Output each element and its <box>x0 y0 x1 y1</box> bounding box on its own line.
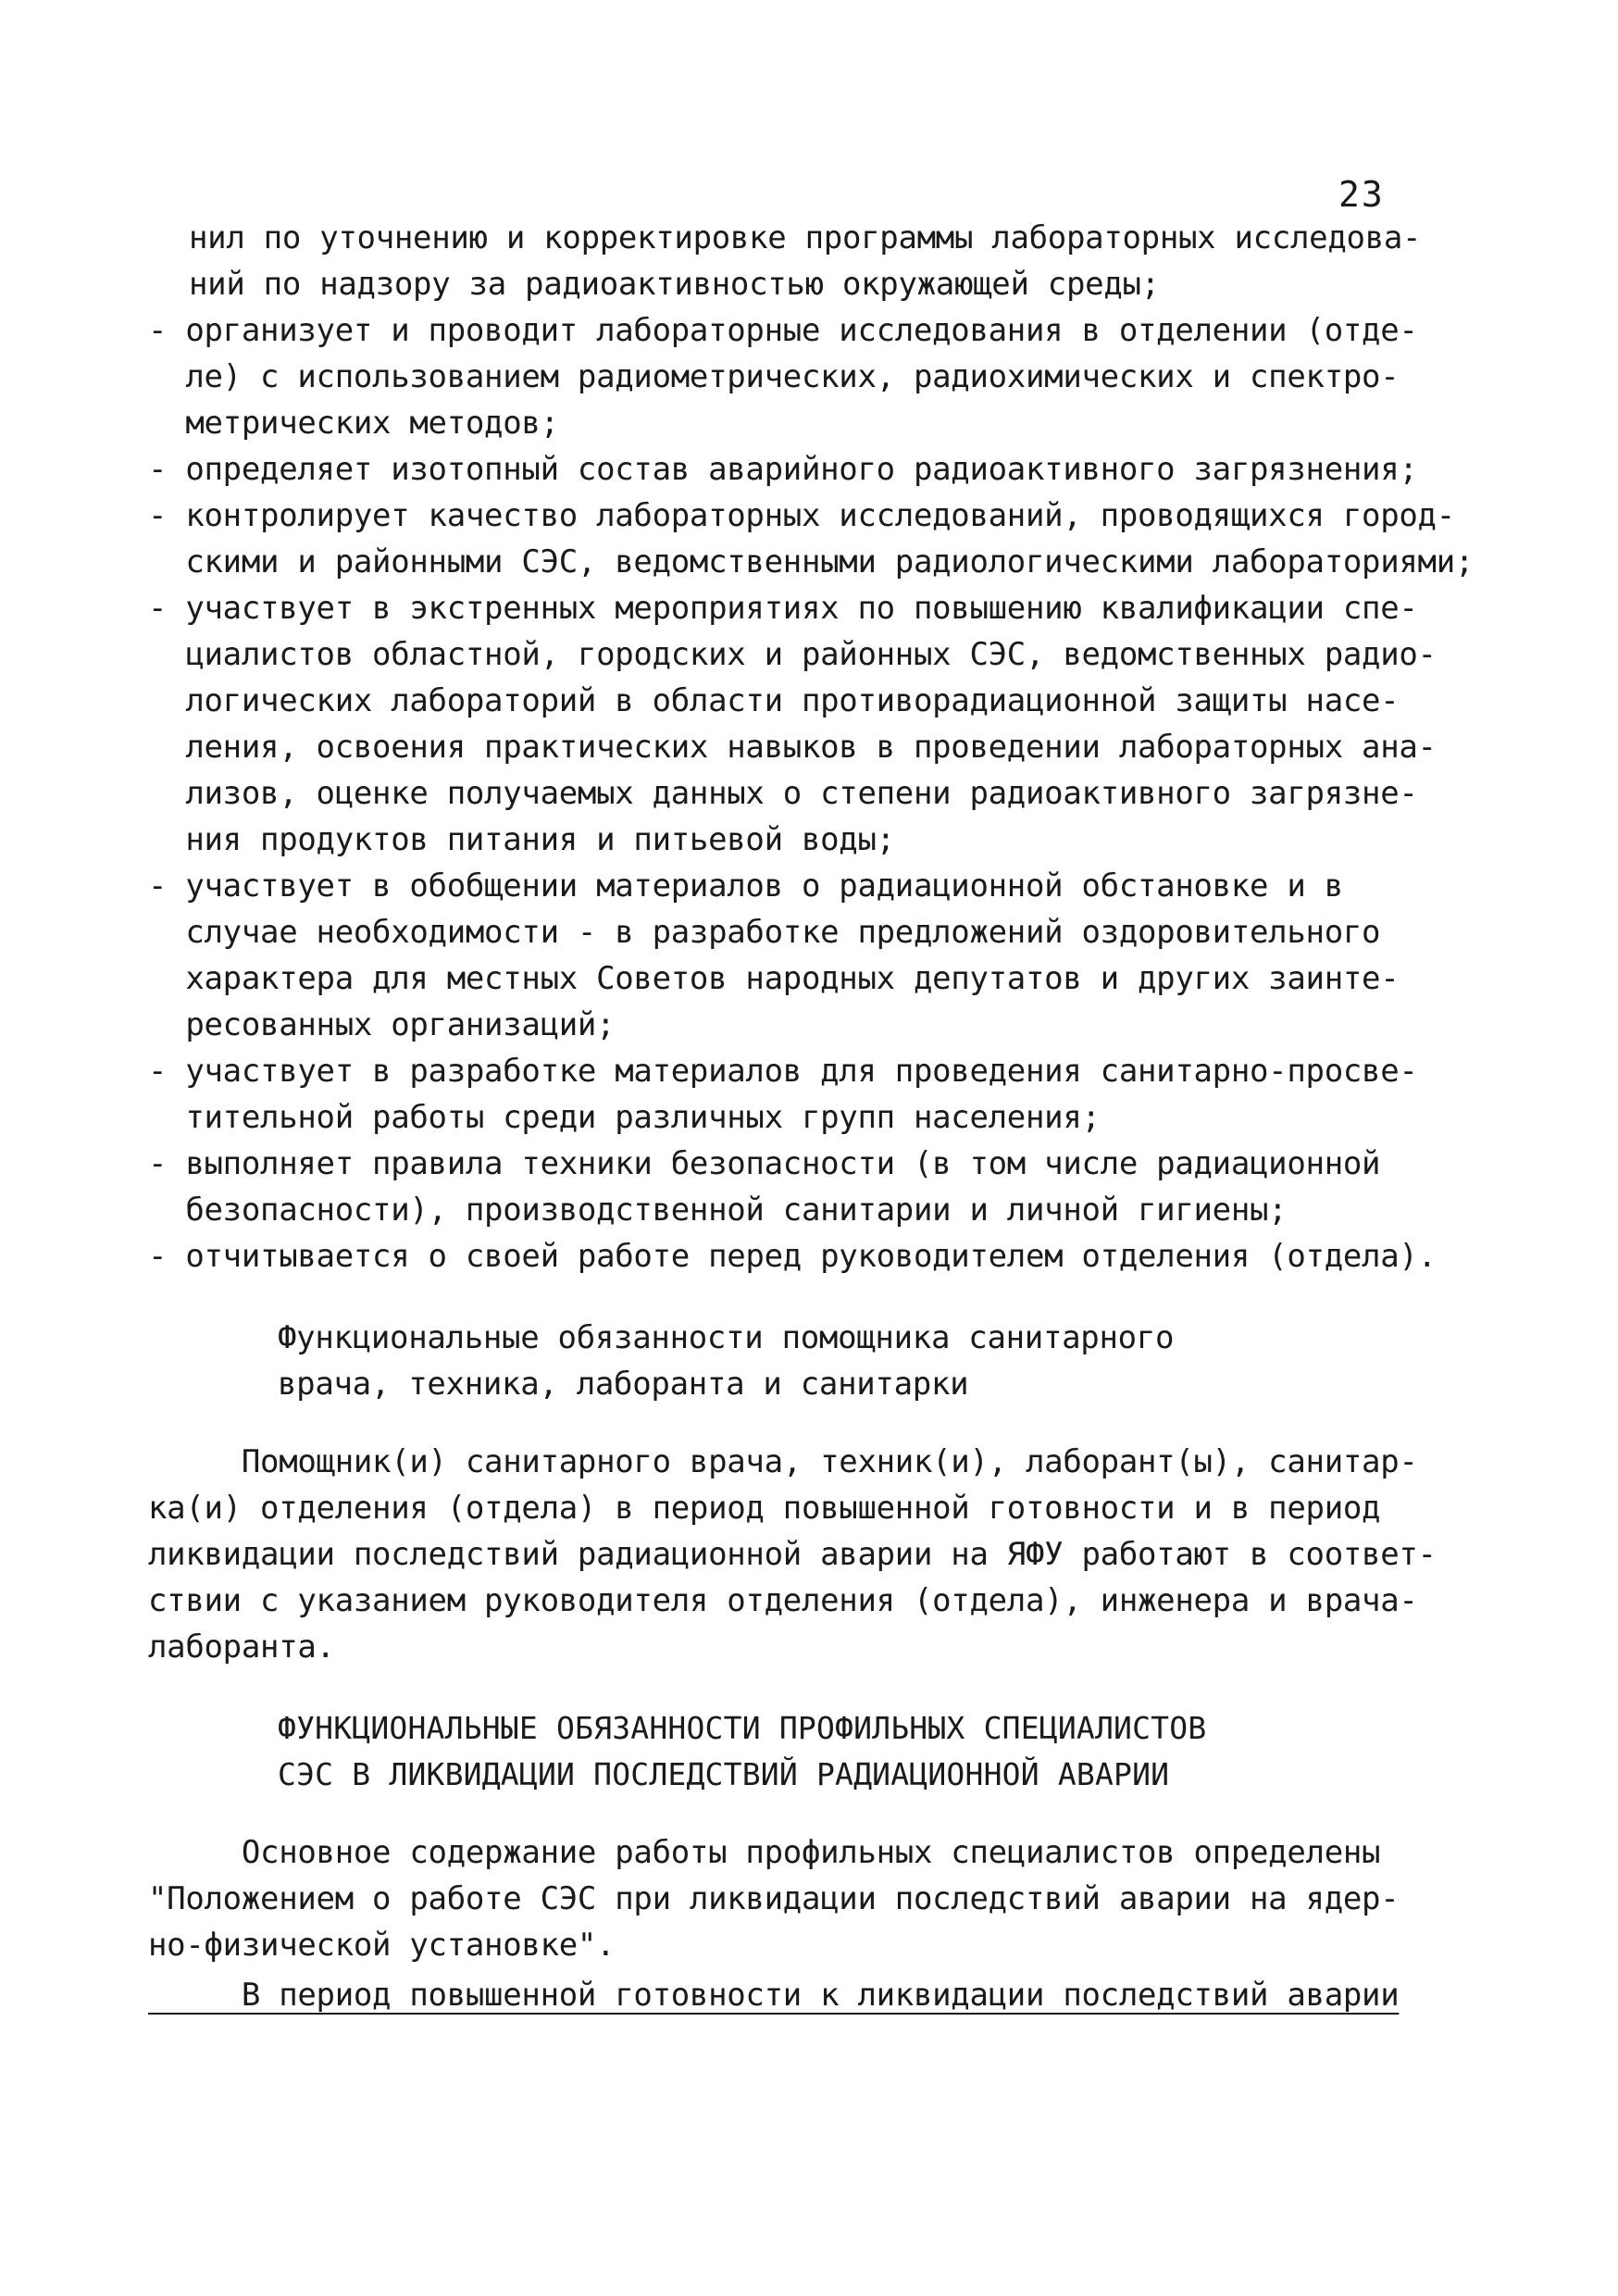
list-item: - определяет изотопный состав аварийного радиоактивного загрязнения; <box>148 451 1418 488</box>
list-item: - участвует в обобщении материалов о радиационной обстановке и в <box>148 867 1343 905</box>
text-line: Основное содержание работы профильных специалистов определены <box>148 1834 1381 1871</box>
text-line: ления, освоения практических навыков в проведении лабораторных ана- <box>148 729 1437 766</box>
text-line: безопасности), производственной санитарии и личной гигиены; <box>148 1192 1288 1229</box>
text-line: скими и районными СЭС, ведомственными радиологическими лабораториями; <box>148 543 1475 580</box>
text-line: ка(и) отделения (отдела) в период повышенной готовности и в период <box>148 1490 1381 1527</box>
heading-line: ФУНКЦИОНАЛЬНЫЕ ОБЯЗАННОСТИ ПРОФИЛЬНЫХ СПЕЦИАЛИСТОВ <box>278 1710 1207 1746</box>
text-line: ресованных организаций; <box>148 1006 616 1043</box>
list-item: - выполняет правила техники безопасности (в том числе радиационной <box>148 1145 1381 1182</box>
list-item: - отчитывается о своей работе перед руководителем отделения (отдела). <box>148 1238 1437 1275</box>
text-line: характера для местных Советов народных депутатов и других заинте- <box>148 960 1400 997</box>
text-line: ле) с использованием радиометрических, радиохимических и спектро- <box>148 358 1400 395</box>
text-line: лизов, оценке получаемых данных о степени радиоактивного загрязне- <box>148 775 1418 812</box>
list-item: - контролирует качество лабораторных исследований, проводящихся город- <box>148 497 1455 534</box>
text-line: тительной работы среди различных групп населения; <box>148 1099 1101 1136</box>
page-number: 23 <box>1338 174 1385 215</box>
text-line: "Положением о работе СЭС при ликвидации последствий аварии на ядер- <box>148 1880 1400 1917</box>
underlined-text-line: В период повышенной готовности к ликвидации последствий аварии <box>148 1977 1400 2014</box>
text-line: ствии с указанием руководителя отделения (отдела), инженера и врача- <box>148 1582 1418 1619</box>
text-line: ния продуктов питания и питьевой воды; <box>148 821 895 858</box>
text-line: но-физической установке". <box>148 1927 616 1964</box>
text-line: циалистов областной, городских и районных СЭС, ведомственных радио- <box>148 636 1437 673</box>
text-line: ний по надзору за радиоактивностью окружающей среды; <box>189 266 1160 303</box>
text-line: лаборанта. <box>148 1628 335 1666</box>
text-line: ликвидации последствий радиационной аварии на ЯФУ работают в соответ- <box>148 1536 1437 1573</box>
heading-line: СЭС В ЛИКВИДАЦИИ ПОСЛЕДСТВИЙ РАДИАЦИОННОЙ АВАРИИ <box>278 1756 1170 1792</box>
text-line: Помощник(и) санитарного врача, техник(и), лаборант(ы), санитар- <box>148 1443 1418 1480</box>
text-line: метрических методов; <box>148 405 559 442</box>
heading-line: Функциональные обязанности помощника санитарного <box>278 1319 1175 1356</box>
text-line: случае необходимости - в разработке предложений оздоровительного <box>148 914 1381 951</box>
list-item: - организует и проводит лабораторные исследования в отделении (отде- <box>148 312 1418 349</box>
text-line: нил по уточнению и корректировке программы лабораторных исследова- <box>189 219 1422 256</box>
text-line: логических лабораторий в области противорадиационной защиты насе- <box>148 682 1400 719</box>
list-item: - участвует в разработке материалов для проведения санитарно-просве- <box>148 1053 1418 1090</box>
heading-line: врача, техника, лаборанта и санитарки <box>278 1366 969 1403</box>
list-item: - участвует в экстренных мероприятиях по повышению квалификации спе- <box>148 590 1418 627</box>
